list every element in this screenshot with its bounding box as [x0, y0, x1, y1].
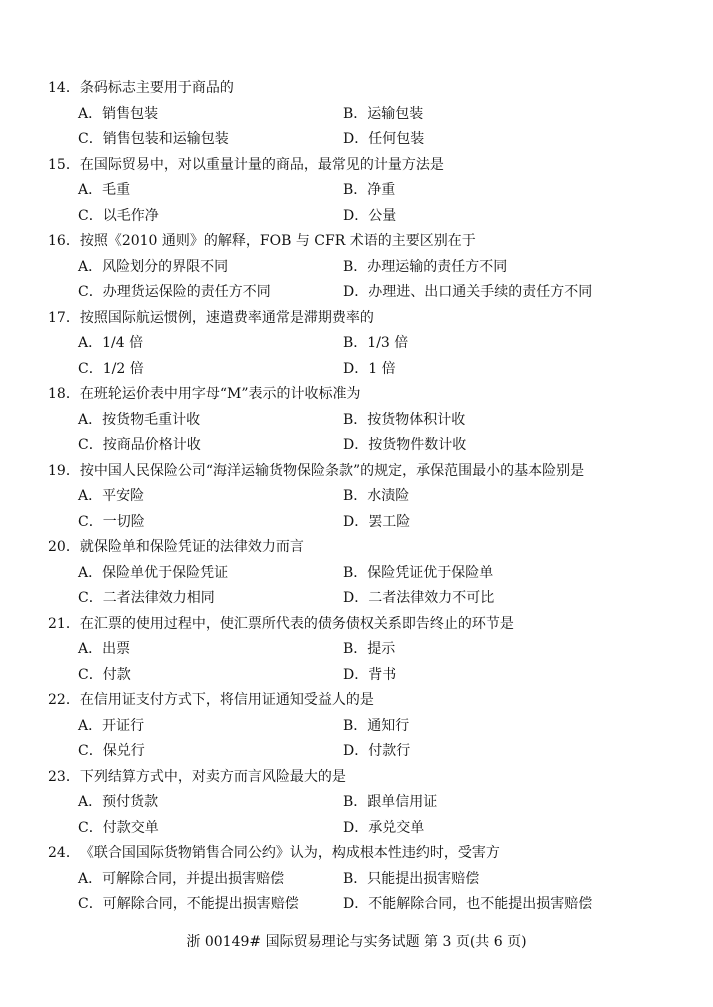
question-text: 在汇票的使用过程中，使汇票所代表的债务债权关系即告终止的环节是: [79, 615, 514, 632]
option-letter: B．: [343, 564, 368, 581]
answer-option: [78, 484, 144, 510]
option-row: [0, 357, 713, 383]
option-row: [0, 586, 713, 612]
option-row: [0, 867, 713, 893]
option-row: [0, 127, 713, 153]
option-letter: A．: [78, 564, 103, 581]
question-text: 按照《2010 通则》的解释，FOB 与 CFR 术语的主要区别在于: [79, 233, 476, 249]
question-text: 《联合国国际货物销售合同公约》认为，构成根本性违约时，受害方: [79, 845, 500, 861]
option-text: 不能解除合同，也不能提出损害赔偿: [368, 896, 593, 912]
question-number: 22．: [48, 692, 80, 708]
answer-option: [78, 178, 130, 204]
option-letter: B．: [343, 641, 368, 657]
option-text: 1/2 倍: [102, 360, 144, 377]
answer-option: [78, 790, 158, 816]
option-row: [0, 255, 713, 281]
option-text: 1 倍: [368, 360, 396, 377]
option-letter: B．: [343, 870, 368, 887]
option-text: 跟单信用证: [367, 794, 438, 810]
answer-option: [343, 867, 479, 893]
option-row: [0, 280, 713, 306]
option-letter: D．: [343, 819, 369, 836]
answer-option: [343, 331, 408, 357]
question-stem: [0, 612, 713, 638]
question-item: [0, 841, 713, 918]
option-letter: D．: [343, 666, 369, 683]
option-letter: B．: [343, 717, 368, 734]
option-row: [0, 178, 713, 204]
option-letter: B．: [343, 335, 368, 351]
option-letter: C．: [78, 360, 103, 377]
option-text: 通知行: [367, 717, 410, 734]
option-text: 办理进、出口通关手续的责任方不同: [368, 284, 593, 300]
answer-option: [78, 561, 228, 587]
option-text: 水渍险: [367, 488, 410, 504]
option-text: 净重: [367, 182, 396, 198]
answer-option: [343, 510, 410, 536]
option-text: 按货物毛重计收: [102, 411, 201, 428]
answer-option: [343, 790, 437, 816]
question-item: [0, 76, 713, 153]
answer-option: [343, 714, 409, 740]
answer-option: [343, 357, 396, 383]
option-letter: B．: [343, 794, 368, 810]
option-letter: A．: [78, 717, 103, 734]
answer-option: [78, 127, 229, 153]
answer-option: [343, 561, 493, 587]
option-letter: C．: [78, 437, 103, 453]
option-text: 出票: [102, 641, 131, 657]
answer-option: [78, 204, 159, 230]
question-item: [0, 153, 713, 230]
question-stem: [0, 382, 713, 408]
question-stem: [0, 535, 713, 561]
option-text: 一切险: [102, 513, 145, 530]
option-row: [0, 433, 713, 459]
answer-option: [78, 255, 228, 281]
answer-option: [78, 280, 271, 306]
option-text: 按货物件数计收: [368, 437, 467, 453]
option-row: [0, 892, 713, 918]
answer-option: [343, 204, 396, 230]
answer-option: [343, 102, 423, 128]
option-text: 付款行: [368, 743, 411, 759]
option-letter: D．: [343, 437, 369, 453]
option-row: [0, 816, 713, 842]
option-text: 背书: [368, 666, 397, 683]
question-item: [0, 612, 713, 689]
answer-option: [343, 663, 396, 689]
option-letter: D．: [343, 513, 369, 530]
option-letter: C．: [78, 513, 103, 530]
option-text: 承兑交单: [368, 819, 425, 836]
option-text: 开证行: [102, 717, 145, 734]
option-text: 任何包装: [368, 131, 425, 147]
option-letter: D．: [343, 896, 369, 912]
option-text: 以毛作净: [102, 207, 159, 224]
option-letter: D．: [343, 207, 369, 224]
question-item: [0, 459, 713, 536]
option-text: 办理货运保险的责任方不同: [102, 284, 271, 300]
option-row: [0, 484, 713, 510]
option-row: [0, 102, 713, 128]
question-item: [0, 382, 713, 459]
option-letter: C．: [78, 819, 103, 836]
question-item: [0, 306, 713, 383]
question-stem: [0, 765, 713, 791]
option-letter: C．: [78, 284, 103, 300]
question-item: [0, 535, 713, 612]
option-letter: A．: [78, 870, 103, 887]
page-footer: 浙 00149# 国际贸易理论与实务试题 第 3 页(共 6 页): [186, 934, 527, 950]
answer-option: [78, 867, 284, 893]
question-number: 15．: [48, 156, 80, 173]
option-text: 罢工险: [368, 513, 411, 530]
answer-option: [78, 102, 158, 128]
option-text: 可解除合同，不能提出损害赔偿: [102, 896, 299, 912]
answer-option: [343, 433, 466, 459]
question-stem: [0, 459, 713, 485]
option-letter: A．: [78, 794, 103, 810]
option-letter: A．: [78, 641, 103, 657]
question-text: 按中国人民保险公司“海洋运输货物保险条款”的规定，承保范围最小的基本险别是: [79, 462, 585, 479]
option-letter: D．: [343, 590, 369, 606]
question-stem: [0, 76, 713, 102]
option-text: 只能提出损害赔偿: [367, 870, 480, 887]
option-letter: A．: [78, 411, 103, 428]
answer-option: [78, 637, 130, 663]
option-row: [0, 331, 713, 357]
question-number: 24．: [48, 845, 80, 861]
question-number: 16．: [48, 233, 80, 249]
option-text: 付款交单: [102, 819, 159, 836]
answer-option: [343, 816, 424, 842]
option-text: 二者法律效力相同: [102, 590, 215, 606]
question-number: 23．: [48, 768, 80, 785]
answer-option: [78, 714, 144, 740]
option-letter: B．: [343, 105, 368, 122]
option-row: [0, 510, 713, 536]
option-text: 销售包装: [102, 105, 159, 122]
option-text: 销售包装和运输包装: [102, 131, 229, 147]
answer-option: [343, 637, 395, 663]
option-row: [0, 663, 713, 689]
option-letter: C．: [78, 590, 103, 606]
option-text: 保兑行: [102, 743, 145, 759]
question-number: 14．: [48, 80, 80, 96]
answer-option: [343, 280, 592, 306]
option-text: 按货物体积计收: [367, 411, 466, 428]
option-letter: B．: [343, 488, 368, 504]
question-text: 在班轮运价表中用字母“M”表示的计收标准为: [79, 386, 361, 402]
option-row: [0, 739, 713, 765]
question-text: 下列结算方式中，对卖方而言风险最大的是: [79, 768, 346, 785]
answer-option: [343, 739, 410, 765]
question-number: 18．: [48, 386, 80, 402]
answer-option: [78, 357, 144, 383]
option-letter: C．: [78, 743, 103, 759]
option-letter: C．: [78, 666, 103, 683]
answer-option: [78, 510, 145, 536]
option-row: [0, 790, 713, 816]
question-text: 就保险单和保险凭证的法律效力而言: [79, 539, 304, 555]
option-text: 平安险: [102, 488, 145, 504]
option-letter: A．: [78, 182, 103, 198]
question-text: 按照国际航运惯例，速遣费率通常是滞期费率的: [79, 309, 374, 326]
answer-option: [343, 178, 395, 204]
option-text: 保险凭证优于保险单: [367, 564, 494, 581]
option-row: [0, 204, 713, 230]
answer-option: [78, 433, 201, 459]
option-letter: B．: [343, 258, 368, 275]
option-letter: A．: [78, 488, 103, 504]
option-row: [0, 637, 713, 663]
answer-option: [343, 586, 494, 612]
answer-option: [78, 586, 215, 612]
answer-option: [343, 892, 592, 918]
option-letter: A．: [78, 258, 103, 275]
question-stem: [0, 306, 713, 332]
question-stem: [0, 153, 713, 179]
option-letter: B．: [343, 411, 368, 428]
option-letter: C．: [78, 207, 103, 224]
question-item: [0, 765, 713, 842]
option-text: 保险单优于保险凭证: [102, 564, 229, 581]
answer-option: [343, 484, 409, 510]
option-letter: D．: [343, 360, 369, 377]
answer-option: [78, 663, 131, 689]
question-number: 17．: [48, 309, 80, 326]
answer-option: [78, 331, 143, 357]
option-row: [0, 561, 713, 587]
option-text: 预付货款: [102, 794, 159, 810]
option-text: 可解除合同，并提出损害赔偿: [102, 870, 285, 887]
option-text: 办理运输的责任方不同: [367, 258, 508, 275]
question-text: 条码标志主要用于商品的: [79, 80, 234, 96]
option-letter: C．: [78, 131, 103, 147]
option-letter: D．: [343, 743, 369, 759]
question-item: [0, 688, 713, 765]
answer-option: [78, 892, 299, 918]
question-list: [0, 76, 713, 918]
option-text: 公量: [368, 207, 397, 224]
option-text: 毛重: [102, 182, 131, 198]
question-stem: [0, 841, 713, 867]
option-text: 按商品价格计收: [102, 437, 201, 453]
option-letter: C．: [78, 896, 103, 912]
question-text: 在信用证支付方式下，将信用证通知受益人的是: [79, 692, 374, 708]
option-letter: A．: [78, 105, 103, 122]
option-text: 二者法律效力不可比: [368, 590, 495, 606]
answer-option: [343, 127, 424, 153]
option-letter: B．: [343, 182, 368, 198]
answer-option: [78, 408, 200, 434]
question-item: [0, 229, 713, 306]
question-stem: [0, 688, 713, 714]
question-number: 19．: [48, 462, 80, 479]
option-text: 风险划分的界限不同: [102, 258, 229, 275]
option-text: 1/4 倍: [102, 335, 144, 351]
option-letter: D．: [343, 131, 369, 147]
option-row: [0, 714, 713, 740]
option-letter: D．: [343, 284, 369, 300]
option-row: [0, 408, 713, 434]
option-text: 提示: [367, 641, 396, 657]
question-number: 20．: [48, 539, 80, 555]
option-text: 运输包装: [367, 105, 424, 122]
option-text: 1/3 倍: [367, 335, 409, 351]
answer-option: [343, 408, 465, 434]
question-text: 在国际贸易中，对以重量计量的商品，最常见的计量方法是: [79, 156, 444, 173]
question-stem: [0, 229, 713, 255]
option-letter: A．: [78, 335, 103, 351]
answer-option: [343, 255, 507, 281]
question-number: 21．: [48, 615, 80, 632]
option-text: 付款: [102, 666, 131, 683]
answer-option: [78, 816, 159, 842]
answer-option: [78, 739, 145, 765]
